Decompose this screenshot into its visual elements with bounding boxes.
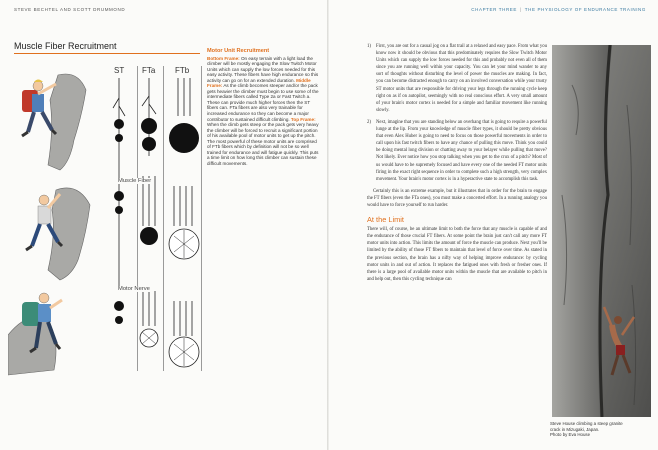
sidebar-text (207, 56, 319, 167)
paragraph-4: There will, of course, be an ultimate limit to both the force that any muscle is capable of and the endurance of those crucial FT fibers. At some point the brain just can't call any more FT motor units into action. This limits the amount of force the muscle can produce. Next you'll be limited by the ability of those FT fibers to maintain that level of force over time. As stated in the previous section, the brain has a nifty way of helping improve endurance: by cycling motor units in and out of action. It replaces the fatigued ones with fresh or fresher ones. If there is a large pool of available motor units within the muscle that are available to pitch in and help out, then this cycling technique can (367, 227, 547, 282)
body-text (367, 43, 547, 288)
column-header-ftb: FTb (175, 66, 190, 75)
caption-line: crack in Mizugaki, Japan. (550, 426, 600, 432)
section-subheading: At the Limit (367, 215, 404, 225)
climber-illustration (8, 70, 112, 380)
bottom-frame-text: On easy terrain with a light load the climber will be mostly engaging the Slow Twitch Motor Units which can supply the low forces needed for this easy activity. These fibers have high endurance so this activity can go on for an extended duration. (207, 55, 319, 83)
running-head-left: STEVE BECHTEL AND SCOTT DRUMMOND (14, 7, 126, 12)
sidebar-title: Motor Unit Recruitment (207, 48, 270, 54)
chapter-title: THE PHYSIOLOGY OF ENDURANCE TRAINING (524, 7, 646, 12)
top-frame-lead: Top Frame: (290, 116, 316, 122)
climbing-photo (552, 45, 651, 417)
column-header-fta: FTa (142, 66, 156, 75)
list-item: 1) First, you are out for a casual jog on a flat trail at a relaxed and easy pace. From what you know now it should be obvious that this predominately requires the Slow Twitch Motor Units which can supply the low forces needed for this and probably not even all of them since you are running well within your capacity. You can let your mind wander to any sort of thoughts without disturbing the level of power the muscles are making. In fact, you can become distracted enough to carry on an involved conversation while your trusty ST motor units that are responsible for driving your legs through the running cycle keep right on as if on autopilot, seemingly with no real conscious effort. A very small amount of your brain's motor cortex is needed for a simple and familiar movement like running slowly. (367, 44, 547, 113)
middle-frame-lead: Middle Frame: (207, 77, 311, 89)
motor-unit-sidebar (207, 49, 319, 166)
top-frame-text: When the climb gets steep or the pack gets very heavy the climber will be forced to recruit a significant portion of his available pool of motor units to get up the pitch. The most powerful of these motor units are comprised of FTb fibers which by definition will not be so well trained for endurance and will fatigue quickly. This puts a time limit on how long this climber can sustain these difficult movements. (207, 122, 319, 166)
chapter-label: CHAPTER THREE (471, 7, 518, 12)
item-2-text: Next, imagine that you are standing below an overhang that is going to require a powerful lunge at the lip. From your knowledge of muscle fiber types, it should be pretty obvious that even Alex Huber is going to need to focus on those powerful movements in order to call upon his fast twitch fibers to have any chance of pulling this move. Think you could be doing mental long division or chatting away to your belayer while pulling that move? Not likely. Ever notice how you stop talking when you get to the crux of a pitch? Most of us would have to be supremely focused and have every one of the needed FT motor units firing in the exact right sequence in order to complete such a high strength, very complex movement. Your brain's motor cortex is in a hyperactive state to accomplish this task. (376, 119, 547, 182)
ftb-motor-unit-icon (174, 78, 192, 336)
photo-credit: Photo by Eva House (550, 432, 591, 438)
title-rule (14, 53, 200, 54)
motor-unit-diagram (104, 76, 204, 376)
list-item: 2) Next, imagine that you are standing below an overhang that is going to require a powerful lunge at the lip. From your knowledge of muscle fiber types, it should be pretty obvious that even Alex Huber is going to need to focus on those powerful movements in order to call upon his fast twitch fibers to have any chance of pulling this move. Think you could be doing mental long division or chatting away to your belayer while pulling that move? Not likely. Ever notice how you stop talking when you get to the crux of a pitch? Most of us would have to be supremely focused and have every one of the needed FT motor units firing in the exact right sequence in order to complete such a high strength, very complex movement. Your brain's motor cortex is in a hyperactive state to accomplish this task. (367, 119, 547, 182)
bottom-frame-lead: Bottom Frame: (207, 55, 240, 61)
column-header-st: ST (114, 66, 125, 75)
muscle-fiber-label: Muscle Fiber (118, 178, 152, 184)
figure-title: Muscle Fiber Recruitment (14, 41, 117, 51)
caption-line: Steve House climbing a steep granite (550, 421, 623, 426)
paragraph-3: Certainly this is an extreme example, but it illustrates that in order for the brain to engage the FT fibers (even the FTa ones), you must make a concerted effort. In a running analogy you would have to force yourself to run harder. (367, 188, 547, 208)
running-head-right: CHAPTER THREE | THE PHYSIOLOGY OF ENDURANCE TRAINING (471, 7, 646, 12)
left-page (0, 0, 327, 450)
item-1-text: First, you are out for a casual jog on a flat trail at a relaxed and easy pace. From what you know now it should be obvious that this predominately requires the Slow Twitch Motor Units which can supply the low forces needed for this and probably not even all of them since you are running well within your capacity. You can let your mind wander to any sort of thoughts without disturbing the level of power the muscles are making. In fact, you can become distracted enough to carry on an involved conversation while your trusty ST motor units that are responsible for driving your legs through the running cycle keep right on as if on autopilot, seemingly with no real conscious effort. A very small amount of your brain's motor cortex is needed for a simple and familiar movement like running slowly. (376, 44, 547, 113)
middle-frame-text: As the climb becomes steeper and/or the pack gets heavier the climber must begin to use some of the intermediate fibers called Type 2a or Fast Twitch a. These can provide much higher forces then the ST fibers can. FTa fibers are also very trainable for increased endurance so they can become a major contributor to sustained difficult climbing. (207, 83, 319, 122)
photo-caption (550, 421, 654, 438)
motor-nerve-label: Motor Nerve (118, 286, 150, 292)
